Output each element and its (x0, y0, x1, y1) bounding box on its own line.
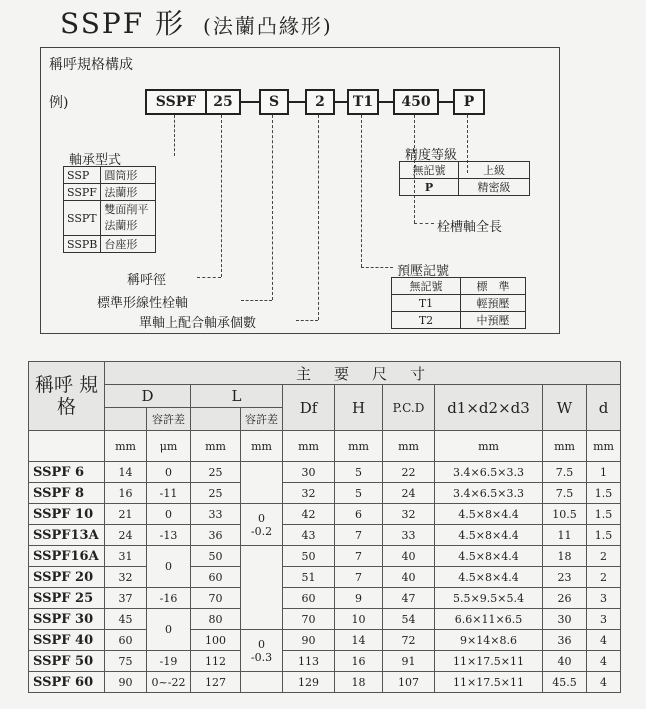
code-count: 2 (305, 89, 335, 115)
D-cell: 21 (105, 504, 147, 525)
table-row (29, 609, 621, 630)
tolerance-D-header: 容許差 (147, 408, 191, 431)
pcd-cell: 40 (383, 567, 435, 588)
pcd-cell: 107 (383, 672, 435, 693)
H-cell: 5 (335, 462, 383, 483)
precision-label: 精度等級 (405, 148, 458, 163)
spec-header: 稱呼 規格 (29, 362, 105, 431)
table-row (29, 588, 621, 609)
table-row (29, 651, 621, 672)
unit: mm (383, 431, 435, 462)
page-title (60, 2, 333, 42)
table-row (64, 201, 156, 236)
D-tolerance-cell: -19 (147, 651, 191, 672)
H-cell: 7 (335, 567, 383, 588)
connector (335, 101, 347, 103)
d-cell: 3 (587, 588, 621, 609)
unit: mm (283, 431, 335, 462)
pcd-cell: 32 (383, 504, 435, 525)
col-L-header: L (191, 385, 283, 408)
L-cell: 80 (191, 609, 241, 630)
main-dims-header: 主 要 尺 寸 (105, 362, 621, 385)
code-preload: T1 (347, 89, 379, 115)
W-cell: 23 (543, 567, 587, 588)
Df-cell: 70 (283, 609, 335, 630)
pcd-cell: 54 (383, 609, 435, 630)
preload-code: T1 (392, 295, 461, 312)
leader-line (414, 223, 434, 224)
col-d1d2d3-header: d1×d2×d3 (435, 385, 543, 431)
preload-name: 標 準 (461, 278, 526, 295)
Df-cell: 60 (283, 588, 335, 609)
pcd-cell: 33 (383, 525, 435, 546)
title-sub: (法蘭凸緣形) (203, 14, 333, 38)
W-cell: 7.5 (543, 462, 587, 483)
D-tolerance-cell: -11 (147, 483, 191, 504)
unit: μm (147, 431, 191, 462)
spec-cell: SSPF 30 (29, 609, 105, 630)
spec-cell: SSPF 20 (29, 567, 105, 588)
D-cell: 24 (105, 525, 147, 546)
L-tolerance-cell (241, 546, 283, 630)
nomenclature-diagram (40, 47, 560, 334)
unit: mm (435, 431, 543, 462)
Df-cell: 50 (283, 546, 335, 567)
code-length: 450 (393, 89, 439, 115)
leader-line (241, 300, 272, 301)
L-cell: 100 (191, 630, 241, 651)
tolerance-upper: 0 (258, 511, 265, 525)
D-tolerance-cell: 0 (147, 546, 191, 588)
spec-cell: SSPF 60 (29, 672, 105, 693)
d1d2d3-cell: 4.5×8×4.4 (435, 504, 543, 525)
type-name: 台座形 (101, 236, 156, 253)
spec-cell: SSPF 50 (29, 651, 105, 672)
connector (379, 101, 393, 103)
W-cell: 10.5 (543, 504, 587, 525)
leader-line (272, 115, 273, 300)
precision-table (399, 161, 530, 196)
col-d-header: d (587, 385, 621, 431)
spec-cell: SSPF 40 (29, 630, 105, 651)
shaft-length-label: 栓槽軸全長 (437, 220, 503, 235)
preload-name: 輕預壓 (461, 295, 526, 312)
D-cell: 32 (105, 567, 147, 588)
nominal-dia-label: 稱呼徑 (127, 273, 167, 288)
d1d2d3-cell: 4.5×8×4.4 (435, 525, 543, 546)
example-label: 例) (49, 95, 69, 111)
table-row (29, 546, 621, 567)
table-row (392, 278, 526, 295)
tolerance-lower: -0.2 (250, 524, 273, 538)
leader-line (296, 320, 318, 321)
unit: mm (241, 431, 283, 462)
col-D-header: D (105, 385, 191, 408)
shaft-type-label: 標準形線性栓軸 (97, 296, 189, 311)
dimension-table (28, 361, 621, 693)
D-tolerance-cell: 0 (147, 462, 191, 483)
table-row (29, 672, 621, 693)
tolerance-L-header: 容許差 (241, 408, 283, 431)
table-row (29, 483, 621, 504)
d-cell: 1.5 (587, 504, 621, 525)
L-tolerance-cell (241, 672, 283, 693)
d1d2d3-cell: 5.5×9.5×5.4 (435, 588, 543, 609)
D-tolerance-cell: 0 (147, 609, 191, 651)
d-cell: 4 (587, 672, 621, 693)
d1d2d3-cell: 4.5×8×4.4 (435, 567, 543, 588)
L-cell: 36 (191, 525, 241, 546)
L-cell: 33 (191, 504, 241, 525)
tolerance-upper: 0 (258, 637, 265, 651)
col-pcd-header: P.C.D (383, 385, 435, 431)
pcd-cell: 22 (383, 462, 435, 483)
type-code: SSPF (64, 184, 101, 201)
spec-cell: SSPF16A (29, 546, 105, 567)
L-tolerance-cell (241, 504, 283, 546)
table-row (400, 162, 530, 179)
precision-code: P (400, 179, 459, 196)
preload-table (391, 277, 526, 329)
d-cell: 1 (587, 462, 621, 483)
unit: mm (191, 431, 241, 462)
W-cell: 11 (543, 525, 587, 546)
spec-cell: SSPF 25 (29, 588, 105, 609)
D-cell: 45 (105, 609, 147, 630)
L-cell: 50 (191, 546, 241, 567)
bearing-type-label: 軸承型式 (69, 153, 122, 168)
D-tolerance-cell: -16 (147, 588, 191, 609)
pcd-cell: 91 (383, 651, 435, 672)
W-cell: 26 (543, 588, 587, 609)
leader-line (197, 277, 221, 278)
tolerance-lower: -0.3 (250, 650, 273, 664)
Df-cell: 32 (283, 483, 335, 504)
bearing-type-table (63, 166, 156, 253)
col-Df-header: Df (283, 385, 335, 431)
pcd-cell: 40 (383, 546, 435, 567)
leader-line (318, 115, 319, 320)
table-row (29, 462, 621, 483)
Df-cell: 51 (283, 567, 335, 588)
d-cell: 4 (587, 630, 621, 651)
W-cell: 18 (543, 546, 587, 567)
table-row (29, 630, 621, 651)
pcd-cell: 47 (383, 588, 435, 609)
d-cell: 4 (587, 651, 621, 672)
preload-code: T2 (392, 312, 461, 329)
H-cell: 9 (335, 588, 383, 609)
d-cell: 1.5 (587, 525, 621, 546)
table-row (64, 167, 156, 184)
type-code: SSP (64, 167, 101, 184)
d1d2d3-cell: 6.6×11×6.5 (435, 609, 543, 630)
connector (439, 101, 453, 103)
units-row (29, 431, 621, 462)
W-cell: 36 (543, 630, 587, 651)
d1d2d3-cell: 3.4×6.5×3.3 (435, 483, 543, 504)
Df-cell: 30 (283, 462, 335, 483)
H-cell: 6 (335, 504, 383, 525)
unit: mm (587, 431, 621, 462)
code-nominal: 25 (205, 89, 241, 115)
unit: mm (543, 431, 587, 462)
L-cell: 70 (191, 588, 241, 609)
col-H-header: H (335, 385, 383, 431)
type-name: 圓筒形 (101, 167, 156, 184)
connector (289, 101, 305, 103)
table-row (64, 236, 156, 253)
D-cell: 14 (105, 462, 147, 483)
D-tolerance-cell: 0~-22 (147, 672, 191, 693)
table-row (29, 504, 621, 525)
connector (241, 101, 259, 103)
D-cell: 37 (105, 588, 147, 609)
leader-line (174, 115, 175, 156)
leader-line (221, 115, 222, 277)
unit: mm (105, 431, 147, 462)
D-cell: 75 (105, 651, 147, 672)
H-cell: 10 (335, 609, 383, 630)
code-series: SSPF (145, 89, 205, 115)
Df-cell: 42 (283, 504, 335, 525)
title-main: SSPF 形 (60, 7, 186, 40)
type-code: SSPT (64, 201, 101, 236)
d-cell: 2 (587, 567, 621, 588)
col-W-header: W (543, 385, 587, 431)
D-tolerance-cell: -13 (147, 525, 191, 546)
d-cell: 3 (587, 609, 621, 630)
W-cell: 30 (543, 609, 587, 630)
W-cell: 40 (543, 651, 587, 672)
Df-cell: 129 (283, 672, 335, 693)
H-cell: 18 (335, 672, 383, 693)
L-cell: 112 (191, 651, 241, 672)
L-cell: 25 (191, 462, 241, 483)
preload-label: 預壓記號 (397, 264, 450, 279)
Df-cell: 43 (283, 525, 335, 546)
W-cell: 45.5 (543, 672, 587, 693)
bearing-count-label: 單軸上配合軸承個數 (139, 316, 257, 331)
spec-cell: SSPF 8 (29, 483, 105, 504)
D-cell: 16 (105, 483, 147, 504)
table-row (400, 179, 530, 196)
code-shaft: S (259, 89, 289, 115)
L-cell: 127 (191, 672, 241, 693)
preload-name: 中預壓 (461, 312, 526, 329)
d1d2d3-cell: 4.5×8×4.4 (435, 546, 543, 567)
pcd-cell: 72 (383, 630, 435, 651)
L-cell: 25 (191, 483, 241, 504)
header-row (29, 362, 621, 385)
table-row (392, 312, 526, 329)
d1d2d3-cell: 11×17.5×11 (435, 672, 543, 693)
D-tolerance-cell: 0 (147, 504, 191, 525)
spec-cell: SSPF13A (29, 525, 105, 546)
spec-cell: SSPF 6 (29, 462, 105, 483)
precision-name: 精密級 (459, 179, 530, 196)
L-tolerance-cell (241, 630, 283, 672)
table-row (64, 184, 156, 201)
table-row (29, 567, 621, 588)
precision-name: 上級 (459, 162, 530, 179)
d1d2d3-cell: 3.4×6.5×3.3 (435, 462, 543, 483)
leader-line (361, 267, 393, 268)
D-cell: 90 (105, 672, 147, 693)
H-cell: 7 (335, 525, 383, 546)
H-cell: 16 (335, 651, 383, 672)
spec-cell: SSPF 10 (29, 504, 105, 525)
H-cell: 14 (335, 630, 383, 651)
d-cell: 2 (587, 546, 621, 567)
d1d2d3-cell: 11×17.5×11 (435, 651, 543, 672)
type-name: 法蘭形 (101, 184, 156, 201)
table-row (29, 525, 621, 546)
leader-line (361, 115, 362, 267)
pcd-cell: 24 (383, 483, 435, 504)
Df-cell: 113 (283, 651, 335, 672)
code-precision: P (453, 89, 485, 115)
D-cell: 31 (105, 546, 147, 567)
H-cell: 7 (335, 546, 383, 567)
D-cell: 60 (105, 630, 147, 651)
precision-code: 無記號 (400, 162, 459, 179)
d1d2d3-cell: 9×14×8.6 (435, 630, 543, 651)
W-cell: 7.5 (543, 483, 587, 504)
header-row (29, 385, 621, 408)
unit: mm (335, 431, 383, 462)
type-code: SSPB (64, 236, 101, 253)
nomenclature-heading: 稱呼規格構成 (49, 57, 133, 73)
preload-code: 無記號 (392, 278, 461, 295)
type-name: 雙面削平 法蘭形 (101, 201, 156, 236)
table-row (392, 295, 526, 312)
Df-cell: 90 (283, 630, 335, 651)
L-cell: 60 (191, 567, 241, 588)
L-tolerance-cell (241, 462, 283, 504)
d-cell: 1.5 (587, 483, 621, 504)
H-cell: 5 (335, 483, 383, 504)
dimension-table-body (29, 462, 621, 693)
